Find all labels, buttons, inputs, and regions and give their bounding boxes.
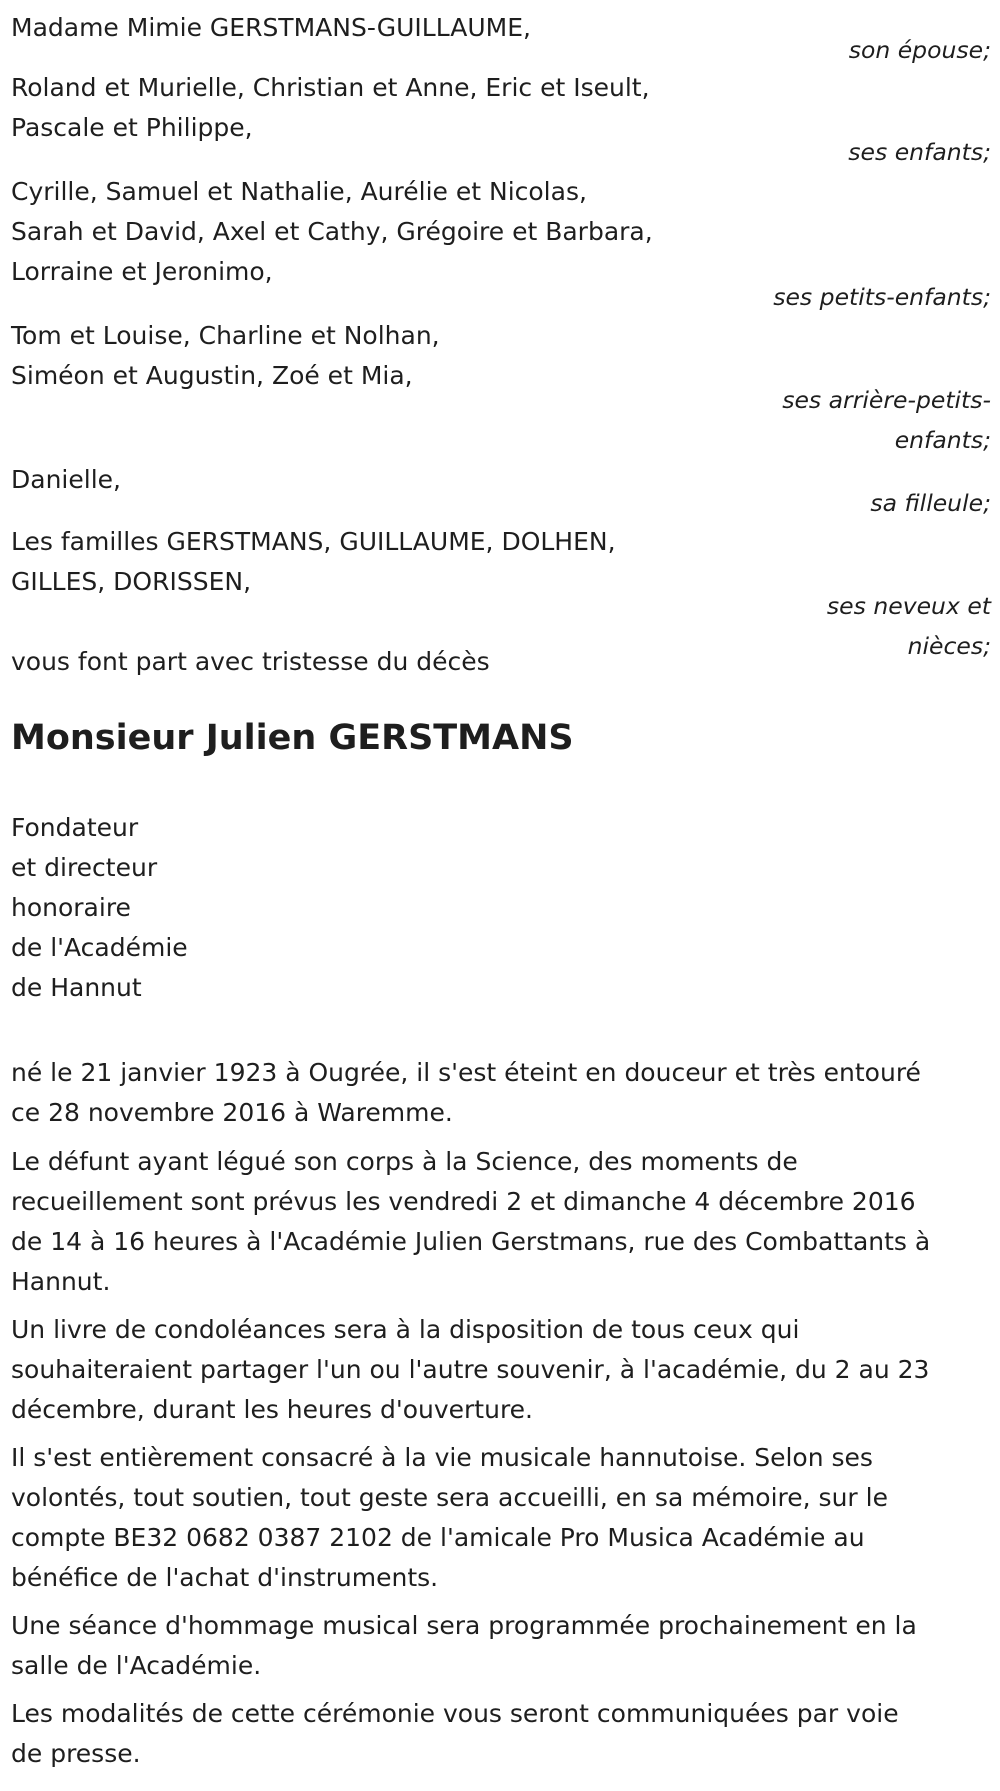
paragraph-line: de presse. [11,1739,141,1768]
paragraph-line: Hannut. [11,1267,111,1296]
relation-label-4 [711,380,991,460]
paragraph-modalites [11,1694,991,1774]
paragraph-birth-death [11,1053,991,1133]
family-name-line: Tom et Louise, Charline et Nolhan, [11,321,440,350]
relation-line: ses enfants; [848,138,991,166]
family-names-6 [11,522,616,602]
relation-line: ses arrière-petits- [782,386,991,414]
paragraph-line: né le 21 janvier 1923 à Ougrée, il s'est éteint en douceur et très entouré [11,1058,921,1087]
deceased-name: Monsieur Julien GERSTMANS [11,718,574,758]
relation-label-6 [711,586,991,666]
family-names-3 [11,172,653,292]
family-names-4 [11,316,440,396]
family-name-line: Pascale et Philippe, [11,113,253,142]
family-name-line: Madame Mimie GERSTMANS-GUILLAUME, [11,13,531,42]
family-name-line: Sarah et David, Axel et Cathy, Grégoire et Barbara, [11,217,653,246]
paragraph-line: recueillement sont prévus les vendredi 2 et dimanche 4 décembre 2016 [11,1187,916,1216]
relation-label-5 [711,483,991,523]
relation-line: ses petits-enfants; [773,283,991,311]
relation-line: ses neveux et [826,592,991,620]
relation-line: enfants; [894,426,991,454]
paragraph-line: bénéfice de l'achat d'instruments. [11,1563,439,1592]
paragraph-line: souhaiteraient partager l'un ou l'autre souvenir, à l'académie, du 2 au 23 [11,1355,930,1384]
paragraph-line: de 14 à 16 heures à l'Académie Julien Gerstmans, rue des Combattants à [11,1227,931,1256]
family-names-1 [11,8,531,48]
family-names-2 [11,68,650,148]
paragraph-line: Il s'est entièrement consacré à la vie musicale hannutoise. Selon ses [11,1443,873,1472]
family-name-line: Lorraine et Jeronimo, [11,257,273,286]
title-line: de Hannut [11,973,142,1002]
family-name-line: Siméon et Augustin, Zoé et Mia, [11,361,413,390]
relation-line: nièces; [907,632,991,660]
relation-label-3 [711,277,991,317]
paragraph-soutien [11,1438,991,1598]
family-name-line: Les familles GERSTMANS, GUILLAUME, DOLHEN, [11,527,616,556]
paragraph-line: compte BE32 0682 0387 2102 de l'amicale Pro Musica Académie au [11,1523,865,1552]
family-name-line: GILLES, DORISSEN, [11,567,252,596]
paragraph-line: Une séance d'hommage musical sera programmée prochainement en la [11,1611,917,1640]
family-name-line: Danielle, [11,465,121,494]
title-line: honoraire [11,893,131,922]
paragraph-line: Un livre de condoléances sera à la disposition de tous ceux qui [11,1315,800,1344]
relation-line: son épouse; [848,36,991,64]
title-line: et directeur [11,853,158,882]
relation-label-1 [711,30,991,70]
relation-label-2 [711,132,991,172]
title-line: de l'Académie [11,933,188,962]
paragraph-line: Les modalités de cette cérémonie vous seront communiquées par voie [11,1699,899,1728]
family-name-line: Cyrille, Samuel et Nathalie, Aurélie et Nicolas, [11,177,587,206]
paragraph-line: décembre, durant les heures d'ouverture. [11,1395,533,1424]
title-line: Fondateur [11,813,139,842]
paragraph-line: salle de l'Académie. [11,1651,262,1680]
paragraph-line: volontés, tout soutien, tout geste sera accueilli, en sa mémoire, sur le [11,1483,888,1512]
announcement-line: vous font part avec tristesse du décès [11,647,490,676]
paragraph-condoleances [11,1310,991,1430]
paragraph-line: Le défunt ayant légué son corps à la Science, des moments de [11,1147,798,1176]
paragraph-hommage [11,1606,991,1686]
deceased-titles [11,808,188,1008]
announcement-text [11,642,490,682]
family-name-line: Roland et Murielle, Christian et Anne, Eric et Iseult, [11,73,650,102]
family-names-5 [11,460,121,500]
paragraph-recueillement [11,1142,991,1302]
relation-line: sa filleule; [870,489,991,517]
paragraph-line: ce 28 novembre 2016 à Waremme. [11,1098,453,1127]
